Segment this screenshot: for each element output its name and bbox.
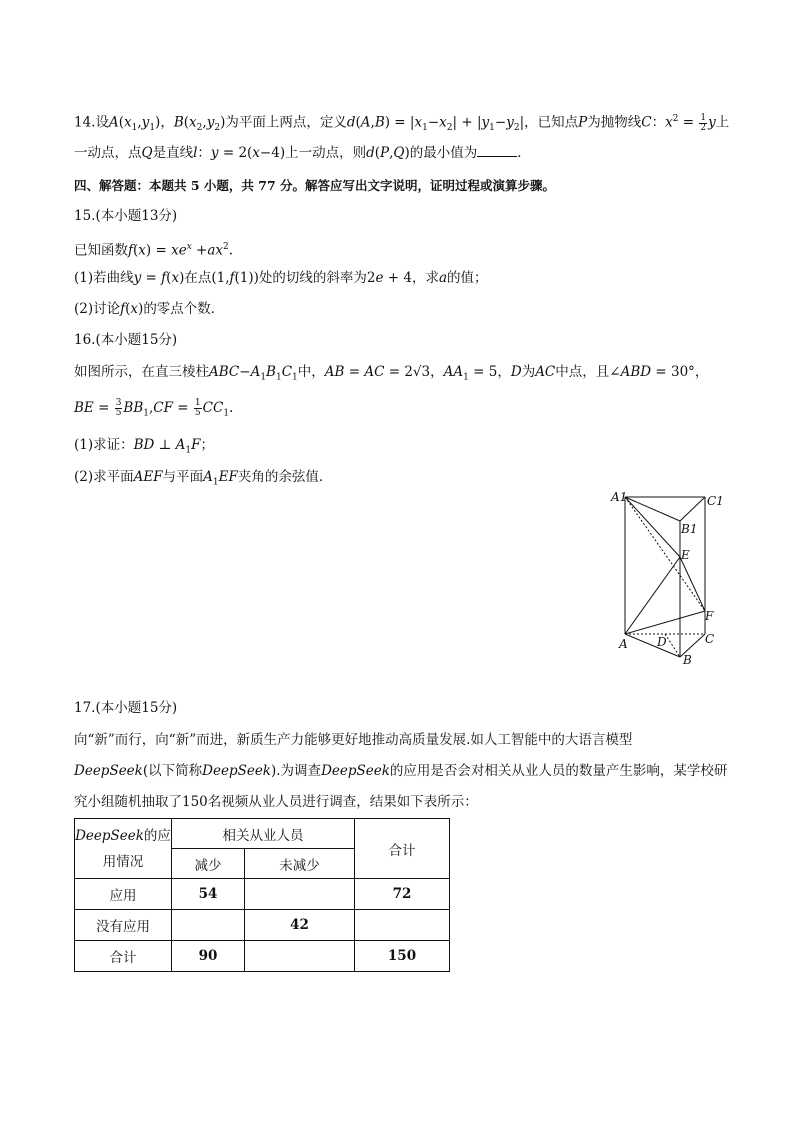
answer-blank[interactable]	[477, 144, 517, 157]
table-row: 应用 54 72	[75, 879, 450, 910]
q17-number: 17.(本小题15分)	[74, 700, 178, 716]
prism-figure	[604, 486, 734, 666]
q17-line2: DeepSeek(以下简称DeepSeek).为调查DeepSeek的应用是否会对相关从业人员的数量产生影响，某学校研	[74, 763, 728, 779]
segment-AF	[625, 611, 705, 634]
table-row: 合计 90 150	[75, 941, 450, 972]
math-A: A	[108, 114, 119, 131]
q16-part1: (1)求证：BD ⊥ $A_1F$；	[74, 437, 215, 456]
edge-AB	[625, 634, 680, 657]
table-header-group: 相关从业人员	[172, 819, 355, 849]
table-header-usage: DeepSeek的应 用情况	[75, 819, 172, 879]
label-B: B	[683, 653, 692, 666]
label-A: A	[619, 637, 628, 651]
fraction-half: $\frac{1}{2}$	[700, 112, 707, 133]
survey-table	[74, 818, 450, 972]
q15-intro: 已知函数$f(x) = xe^x +ax^2$.	[74, 242, 234, 259]
section-heading: 四、解答题：本题共 5 小题，共 77 分。解答应写出文字说明，证明过程或演算步骤。	[74, 178, 556, 193]
q14-line2: 一动点，点Q是直线l：y = 2(x−4)上一动点，则d(P,Q)的最小值为 ．	[74, 145, 531, 161]
segment-EF	[680, 557, 705, 611]
label-B1: B1	[681, 522, 698, 536]
table-header-reduced: 减少	[172, 849, 245, 879]
label-A1: A1	[611, 490, 628, 504]
q15-part2: (2)讨论f(x)的零点个数．	[74, 301, 225, 317]
label-E: E	[681, 548, 690, 562]
table-header-not-reduced: 未减少	[245, 849, 355, 879]
label-C1: C1	[707, 494, 724, 508]
q16-line2: BE = $\frac{3}{5}$ $BB_1,CF$ = $\frac{1}{5}$ $CC_1$.	[74, 398, 234, 419]
table-header-total: 合计	[355, 819, 450, 879]
q15-part1: (1)若曲线y = f(x)在点(1,f(1))处的切线的斜率为2e + 4，求a的值；	[74, 270, 488, 286]
q16-line1: 如图所示，在直三棱柱$ABC-A_1B_1C_1$中，AB = AC = 2√3，$AA_1 = 5$，D为AC中点，且∠ABD = 30°，	[74, 364, 709, 383]
segment-AE	[625, 557, 680, 634]
q14-line1: 14.设$A(x_1,y_1)$，$B(x_2,y_2)$为平面上两点，定义$d(A,B) = |x_1-x_2| + |y_1-y_2|$，已知点P为抛物线C：$x^2$ = $\frac{1}{2}$ y上	[74, 112, 730, 134]
q17-line3: 究小组随机抽取了150名视频从业人员进行调查，结果如下表所示：	[74, 794, 478, 810]
q15-number: 15.(本小题13分)	[74, 208, 178, 224]
q17-line1: 向“新”而行，向“新”而进，新质生产力能够更好地推动高质量发展.如人工智能中的大语言模型	[74, 732, 633, 748]
table-row: 没有应用 42	[75, 910, 450, 941]
label-F: F	[705, 609, 714, 623]
label-C: C	[705, 632, 715, 646]
edge-A1B1	[625, 497, 680, 521]
edge-B1C1	[680, 497, 705, 521]
q16-part2: (2)求平面AEF与平面$A_1EF$夹角的余弦值．	[74, 469, 333, 488]
label-D: D	[657, 635, 667, 649]
segment-A1E	[625, 497, 680, 557]
q16-number: 16.(本小题15分)	[74, 332, 178, 348]
